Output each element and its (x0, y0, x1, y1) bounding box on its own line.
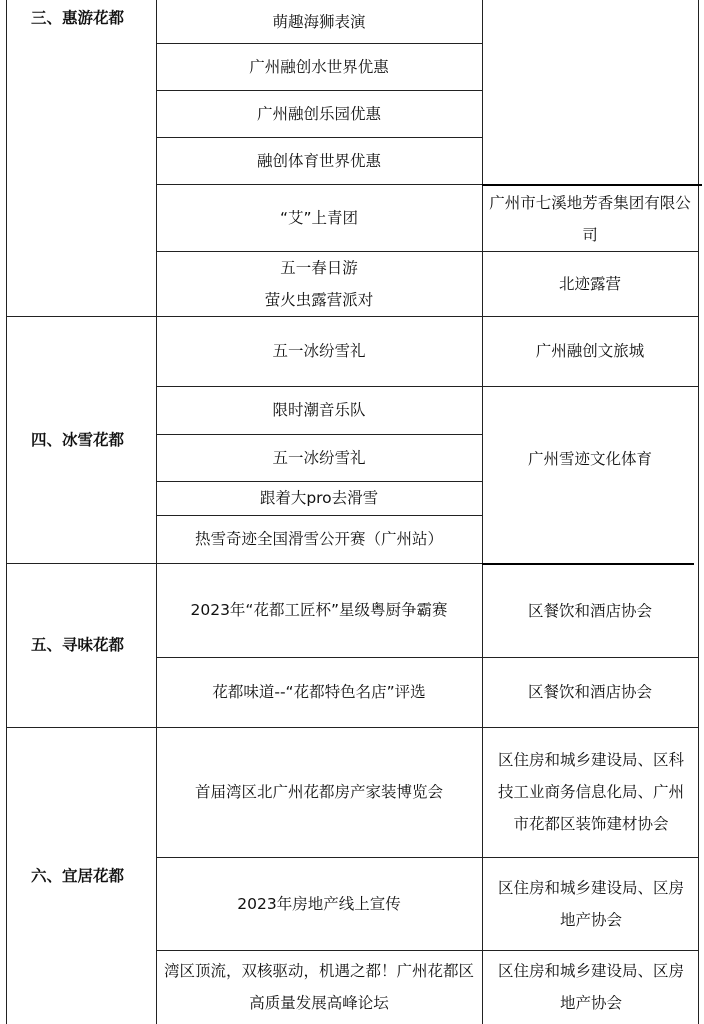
event-cell: 五一冰纷雪礼 (272, 448, 366, 467)
event-cell: 融创体育世界优惠 (256, 151, 381, 170)
category-cell: 三、惠游花都 (31, 9, 125, 27)
organizer-cell: 区餐饮和酒店协会 (527, 602, 652, 620)
category-cell: 五、寻味花都 (31, 636, 125, 654)
event-cell: 首届湾区北广州花都房产家装博览会 (194, 783, 443, 801)
organizer-cell: 北迹露营 (558, 274, 621, 293)
event-cell: 2023年“花都工匠杯”星级粤厨争霸赛 (190, 601, 448, 619)
category-cell: 六、宜居花都 (31, 866, 125, 885)
event-cell: 五一冰纷雪礼 (272, 342, 366, 360)
organizer-cell: 区住房和城乡建设局、区房地产协会 (497, 962, 684, 1012)
organizer-cell: 广州融创文旅城 (535, 342, 645, 360)
organizer-cell: 区住房和城乡建设局、区科技工业商务信息化局、广州市花都区装饰建材协会 (497, 751, 684, 833)
event-cell: 2023年房地产线上宣传 (237, 894, 401, 913)
event-cell: 花都味道--“花都特色名店”评选 (212, 683, 426, 701)
organizer-cell: 区住房和城乡建设局、区房地产协会 (497, 878, 684, 929)
event-cell: 限时潮音乐队 (272, 401, 366, 419)
organizer-cell: 区餐饮和酒店协会 (527, 683, 652, 701)
organizer-cell: 广州雪迹文化体育 (527, 450, 652, 468)
event-cell: 萌趣海狮表演 (272, 12, 366, 31)
organizer-cell: 广州市七溪地芳香集团有限公司 (489, 193, 691, 244)
event-cell: 广州融创乐园优惠 (256, 104, 381, 123)
event-cell: “艾”上青团 (279, 208, 359, 227)
event-cell: 五一春日游 萤火虫露营派对 (264, 258, 374, 309)
event-cell: 热雪奇迹全国滑雪公开赛（广州站） (194, 530, 443, 548)
event-cell: 跟着大pro去滑雪 (259, 489, 379, 507)
event-cell: 湾区顶流，双核驱动，机遇之都！广州花都区高质量发展高峰论坛 (163, 962, 474, 1012)
category-cell: 四、冰雪花都 (31, 430, 125, 449)
event-cell: 广州融创水世界优惠 (249, 57, 389, 76)
